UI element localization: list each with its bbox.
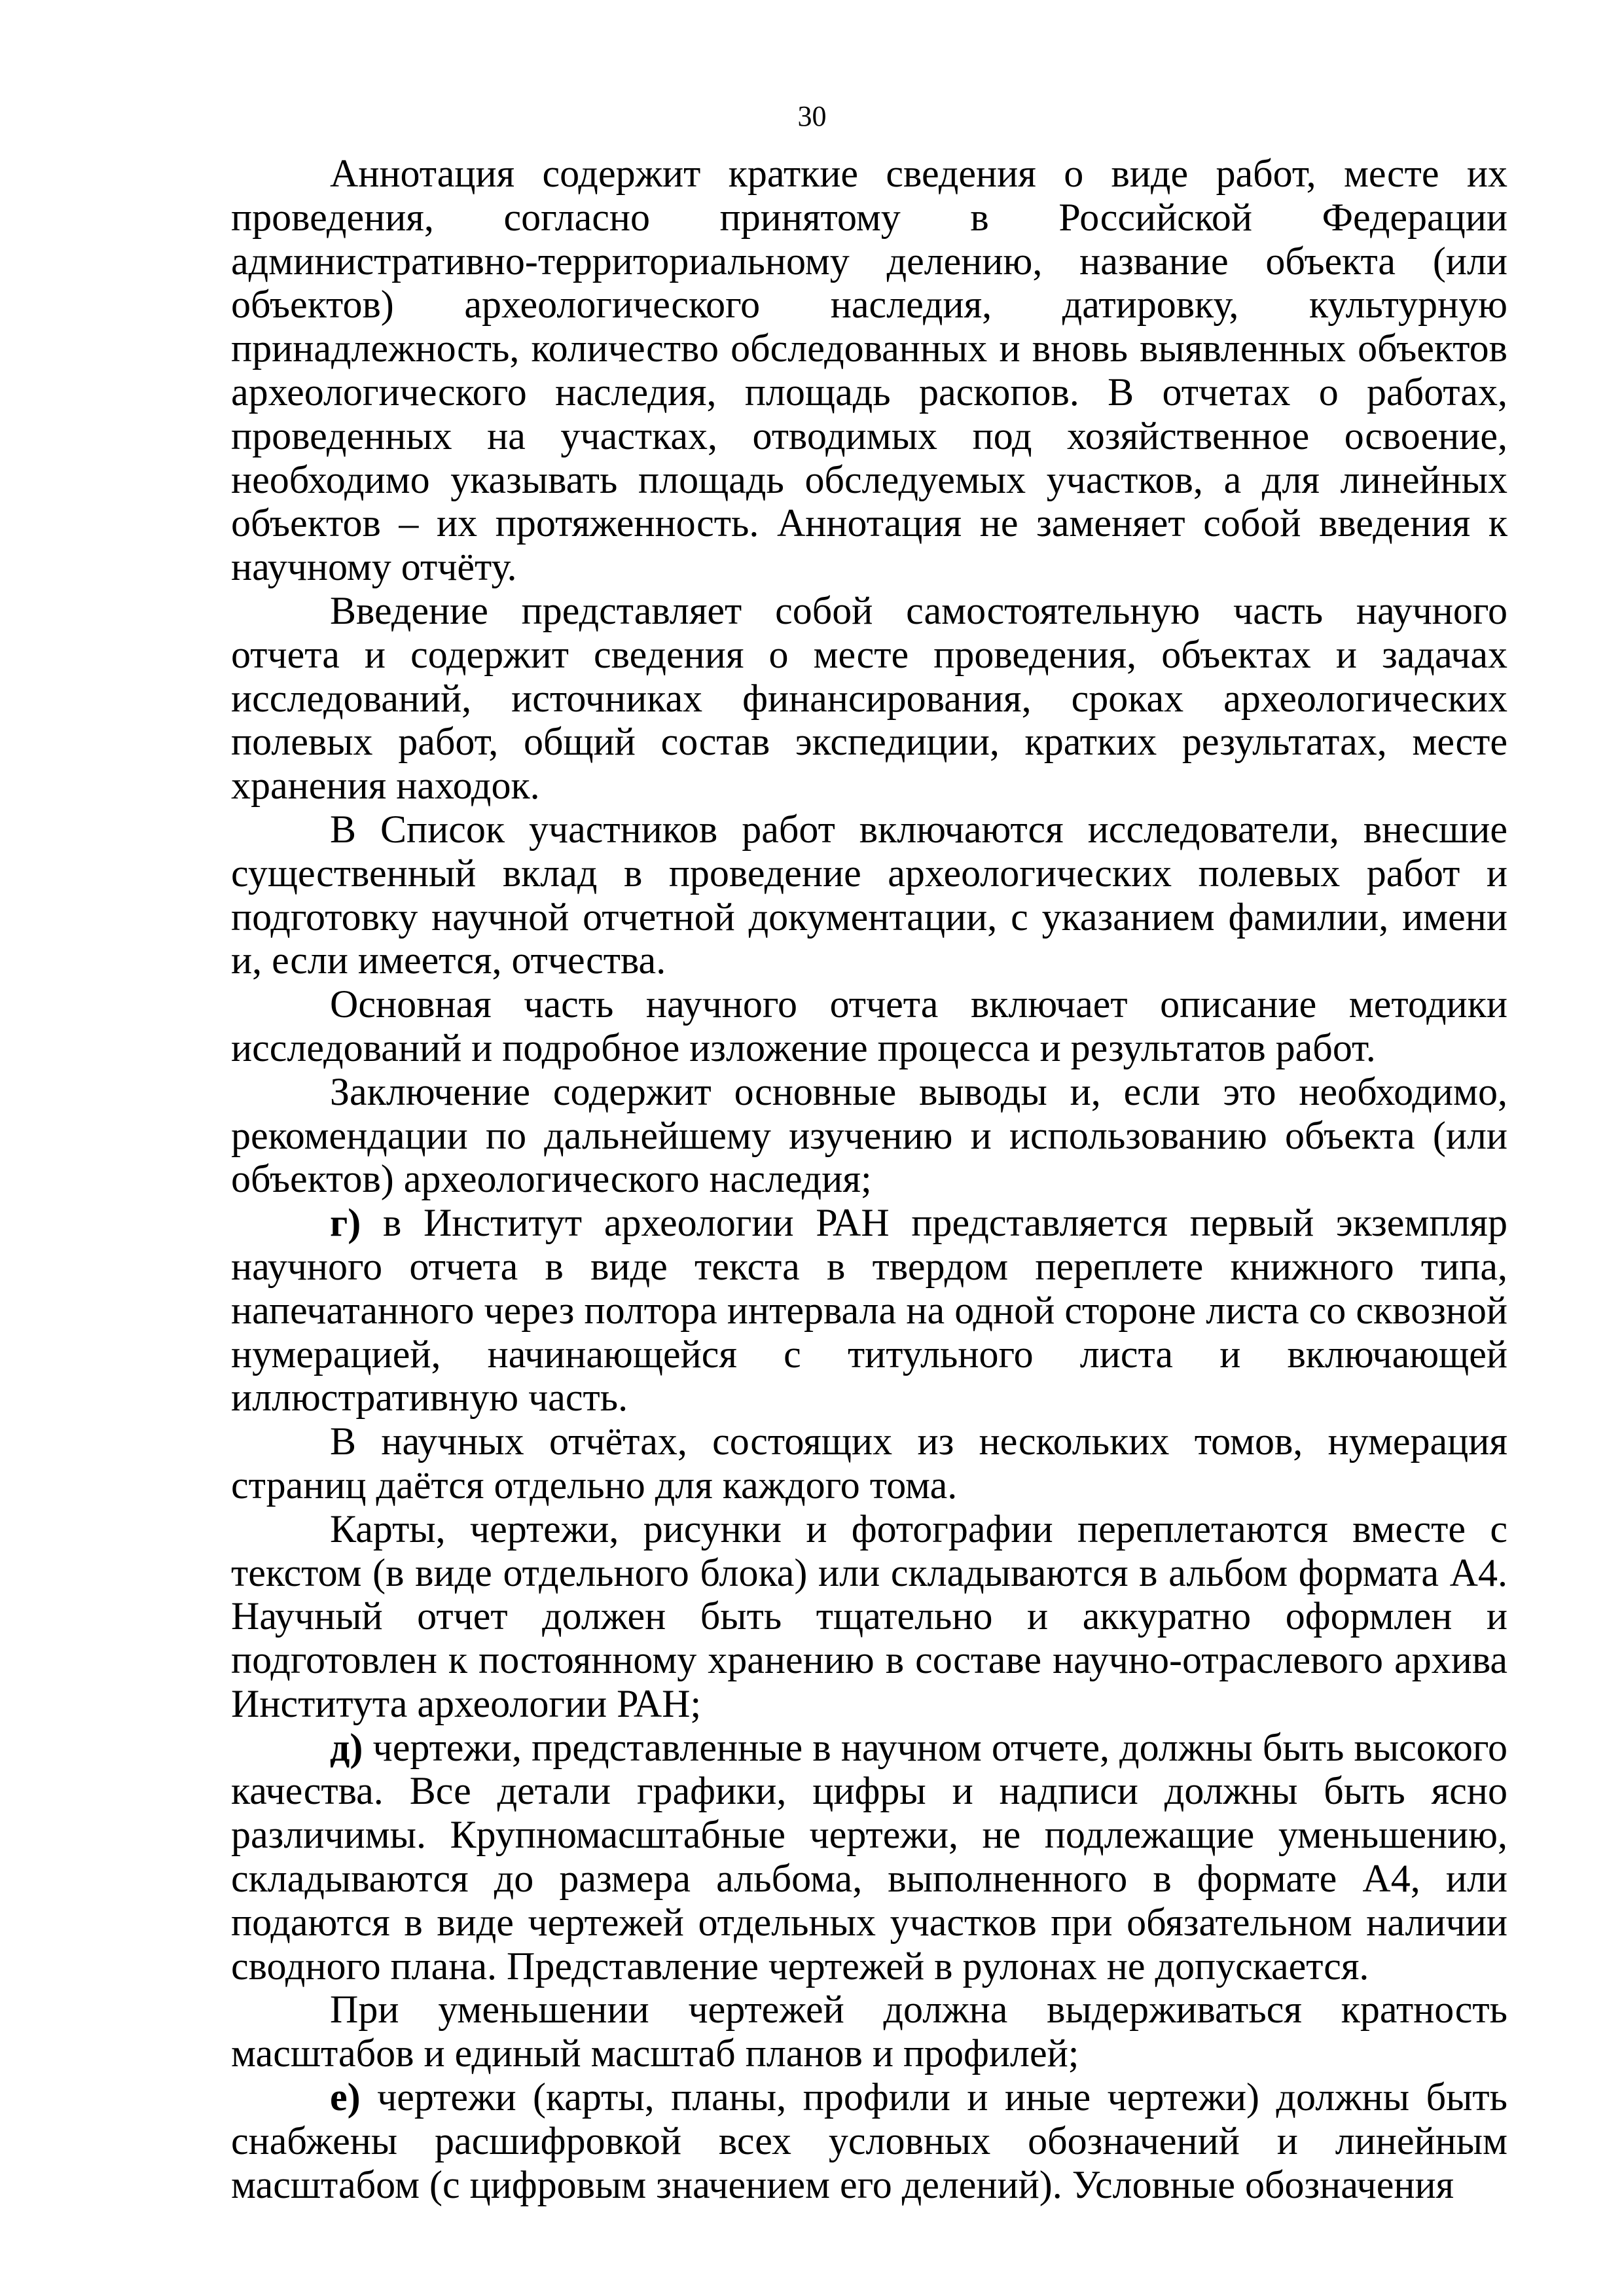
- paragraph-text: чертежи (карты, планы, профили и иные чертежи) должны быть снабжены расшифровкой всех условных обозначений и линейным масштабом (с цифровым значением его делений). Условные обозначения: [231, 2075, 1507, 2206]
- paragraph-main-part: [231, 982, 1507, 1070]
- list-marker: г): [330, 1201, 361, 1245]
- paragraph-text: В научных отчётах, состоящих из нескольких томов, нумерация страниц даётся отдельно для каждого тома.: [231, 1420, 1507, 1507]
- paragraph-annotation: [231, 152, 1507, 589]
- paragraph-text: чертежи, представленные в научном отчете, должны быть высокого качества. Все детали графики, цифры и надписи должны быть ясно различимы. Крупномасштабные чертежи, не подлежащие уменьшению, складываются до размера альбома, выполненного в формате А4, или подаются в виде чертежей отдельных участков при обязательном наличии сводного плана. Представление чертежей в рулонах не допускается.: [231, 1725, 1508, 1988]
- paragraph-maps: [231, 1507, 1507, 1726]
- list-marker: д): [330, 1725, 363, 1769]
- paragraph-text: Введение представляет собой самостоятельную часть научного отчета и содержит сведения о месте проведения, объектах и задачах исследований, источниках финансирования, сроках археологических полевых работ, общий состав экспедиции, кратких результатах, месте хранения находок.: [231, 588, 1507, 808]
- paragraph-text: Заключение содержит основные выводы и, если это необходимо, рекомендации по дальнейшему изучению и использованию объекта (или объектов) археологического наследия;: [231, 1069, 1507, 1201]
- paragraph-text: В Список участников работ включаются исследователи, внесшие существенный вклад в проведение археологических полевых работ и подготовку научной отчетной документации, с указанием фамилии, имени и, если имеется, отчества.: [231, 807, 1507, 982]
- page-number: 30: [797, 100, 827, 132]
- paragraph-text: в Институт археологии РАН представляется первый экземпляр научного отчета в виде текста в твердом переплете книжного типа, напечатанного через полтора интервала на одной стороне листа со сквозной нумерацией, начинающейся с титульного листа и включающей иллюстративную часть.: [231, 1201, 1507, 1420]
- paragraph-text: Карты, чертежи, рисунки и фотографии переплетаются вместе с текстом (в виде отдельного блока) или складываются в альбом формата А4. Научный отчет должен быть тщательно и аккуратно оформлен и подготовлен к постоянному хранению в составе научно-отраслевого архива Института археологии РАН;: [231, 1507, 1507, 1725]
- paragraph-text: Основная часть научного отчета включает описание методики исследований и подробное изложение процесса и результатов работ.: [231, 982, 1507, 1069]
- paragraph-participants: [231, 808, 1507, 982]
- paragraph-introduction: [231, 589, 1507, 808]
- document-body: [231, 152, 1507, 2206]
- paragraph-item-d: [231, 1726, 1507, 1988]
- paragraph-conclusion: [231, 1070, 1507, 1201]
- paragraph-text: Аннотация содержит краткие сведения о виде работ, месте их проведения, согласно принятому в Российской Федерации административно-территориальному делению, название объекта (или объектов) археологического наследия, датировку, культурную принадлежность, количество обследованных и вновь выявленных объектов археологического наследия, площадь раскопов. В отчетах о работах, проведенных на участках, отводимых под хозяйственное освоение, необходимо указывать площадь обследуемых участков, а для линейных объектов – их протяженность. Аннотация не заменяет собой введения к научному отчёту.: [231, 152, 1507, 589]
- list-marker: е): [330, 2075, 361, 2119]
- paragraph-item-e: [231, 2075, 1507, 2206]
- paragraph-scaling: [231, 1988, 1507, 2075]
- paragraph-item-g: [231, 1201, 1507, 1420]
- paragraph-volumes: [231, 1420, 1507, 1507]
- paragraph-text: При уменьшении чертежей должна выдерживаться кратность масштабов и единый масштаб планов и профилей;: [231, 1988, 1507, 2075]
